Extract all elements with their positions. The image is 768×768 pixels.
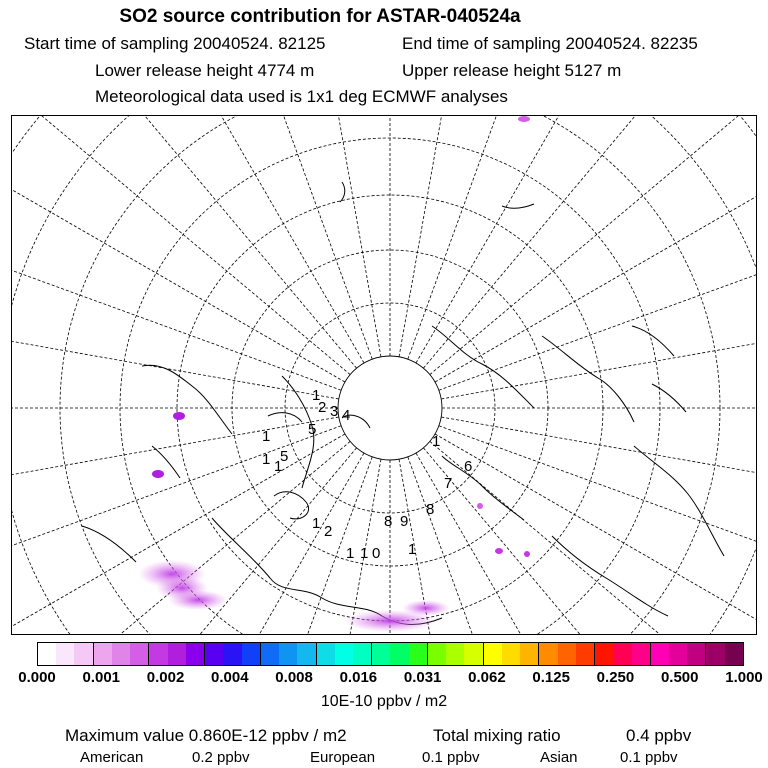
asian-value: 0.1 ppbv — [620, 749, 678, 766]
colorbar-swatch — [372, 643, 390, 665]
total-ratio-label: Total mixing ratio — [433, 726, 561, 745]
max-value-text: Maximum value 0.860E-12 ppbv / m2 — [65, 726, 347, 745]
colorbar-swatch — [464, 643, 483, 665]
colorbar-swatch — [651, 643, 669, 665]
colorbar-tick-label: 0.016 — [339, 669, 378, 686]
meridian-line — [435, 116, 757, 382]
meridian-line — [430, 116, 757, 375]
meridian-line — [416, 116, 757, 363]
map-point-label: 1 — [432, 433, 441, 450]
colorbar-swatch — [149, 643, 167, 665]
colorbar-swatch — [428, 643, 446, 665]
map-point-label: 1 — [312, 387, 321, 404]
meridian-line — [423, 448, 757, 635]
map-point-label: 1 — [312, 515, 321, 532]
meridian-line — [82, 116, 372, 359]
map-point-label: 5 — [308, 421, 317, 438]
colorbar-swatch — [56, 643, 74, 665]
colorbar-tick-label: 0.062 — [468, 669, 506, 686]
map-point-label: 1 — [408, 541, 417, 558]
total-ratio-value: 0.4 ppbv — [626, 726, 692, 745]
map-point-label: 1 — [360, 545, 369, 562]
colorbar-swatch — [669, 643, 687, 665]
colorbar-swatch — [613, 643, 631, 665]
colorbar-swatch — [335, 643, 353, 665]
meridian-line — [408, 116, 698, 359]
map-point-label: 5 — [280, 448, 289, 465]
meridian-line — [12, 116, 350, 375]
colorbar-swatch — [390, 643, 408, 665]
colorbar-swatch — [595, 643, 613, 665]
colorbar-swatch — [130, 643, 149, 665]
colorbar-swatch — [409, 643, 428, 665]
american-value: 0.2 ppbv — [192, 749, 250, 766]
meridian-line — [82, 457, 372, 635]
colorbar-swatch — [112, 643, 130, 665]
upper-height-text: Upper release height 5127 m — [402, 61, 622, 80]
colorbar-swatch — [632, 643, 651, 665]
pole-circle — [338, 356, 442, 460]
colorbar-tick-label: 0.001 — [82, 669, 121, 686]
colorbar-tick-label: 0.002 — [146, 669, 185, 686]
colorbar-swatch — [242, 643, 261, 665]
map-point-label: 8 — [384, 513, 393, 530]
colorbar-tick-label: 0.250 — [596, 669, 635, 686]
so2-concentration-overlay — [138, 116, 530, 632]
colorbar-swatch — [317, 643, 335, 665]
meridian-line — [234, 116, 381, 357]
map-point-label: 2 — [318, 399, 327, 416]
asian-label: Asian — [540, 749, 578, 766]
meridian-line — [439, 426, 757, 635]
meridian-line — [439, 116, 757, 390]
map-point-label: 6 — [464, 458, 473, 475]
colorbar-tick-label: 0.008 — [275, 669, 313, 686]
end-time-text: End time of sampling 20040524. 82235 — [402, 34, 698, 53]
map-point-label: 9 — [400, 513, 409, 530]
map-point-label: 1 — [274, 458, 283, 475]
met-data-text: Meteorological data used is 1x1 deg ECMWF analyses — [95, 87, 508, 106]
meridian-line — [12, 116, 341, 390]
meridian-line — [423, 116, 757, 368]
colorbar-swatch — [539, 643, 557, 665]
meridian-line — [12, 116, 357, 368]
map-point-label: 4 — [342, 407, 351, 424]
map-point-label: 3 — [330, 403, 339, 420]
colorbar-swatch — [353, 643, 372, 665]
polar-map — [11, 115, 757, 635]
map-point-label: 1 — [262, 451, 271, 468]
colorbar-swatch — [168, 643, 186, 665]
colorbar-swatch — [558, 643, 576, 665]
map-point-label: 0 — [372, 545, 381, 562]
colorbar — [37, 642, 744, 666]
colorbar-tick-label: 0.000 — [18, 669, 56, 686]
colorbar-units: 10E-10 ppbv / m2 — [320, 693, 448, 710]
colorbar-swatch — [205, 643, 223, 665]
colorbar-tick-label: 0.125 — [532, 669, 570, 686]
colorbar-swatch — [706, 643, 724, 665]
lower-height-text: Lower release height 4774 m — [95, 61, 315, 80]
european-label: European — [310, 749, 376, 766]
colorbar-swatch — [223, 643, 241, 665]
map-point-label: 1 — [346, 545, 355, 562]
colorbar-swatch — [261, 643, 279, 665]
colorbar-swatch — [520, 643, 539, 665]
colorbar-tick-label: 0.004 — [211, 669, 249, 686]
meridian-line — [234, 459, 381, 635]
colorbar-swatch — [446, 643, 464, 665]
colorbar-swatch — [186, 643, 205, 665]
meridian-line — [12, 116, 364, 363]
colorbar-swatch — [502, 643, 520, 665]
european-value: 0.1 ppbv — [422, 749, 480, 766]
start-time-text: Start time of sampling 20040524. 82125 — [24, 34, 326, 53]
map-point-label: 8 — [426, 501, 435, 518]
meridian-line — [416, 453, 757, 635]
map-canvas — [12, 116, 757, 635]
colorbar-swatch — [297, 643, 316, 665]
meridian-line — [399, 116, 546, 357]
colorbar-swatch — [484, 643, 502, 665]
colorbar-swatch — [725, 643, 743, 665]
colorbar-swatch — [94, 643, 112, 665]
colorbar-swatch — [279, 643, 297, 665]
colorbar-tick-label: 0.031 — [403, 669, 442, 686]
colorbar-tick-label: 1.000 — [725, 669, 763, 686]
map-point-label: 7 — [444, 475, 453, 492]
map-point-label: 1 — [262, 428, 271, 445]
american-label: American — [80, 749, 144, 766]
plot-title: SO2 source contribution for ASTAR-040524a — [119, 6, 521, 27]
colorbar-swatch — [687, 643, 706, 665]
colorbar-swatch — [576, 643, 595, 665]
colorbar-swatch — [38, 643, 56, 665]
map-point-label: 2 — [324, 523, 333, 540]
colorbar-swatch — [74, 643, 93, 665]
colorbar-tick-label: 0.500 — [660, 669, 699, 686]
meridian-line — [430, 441, 757, 635]
